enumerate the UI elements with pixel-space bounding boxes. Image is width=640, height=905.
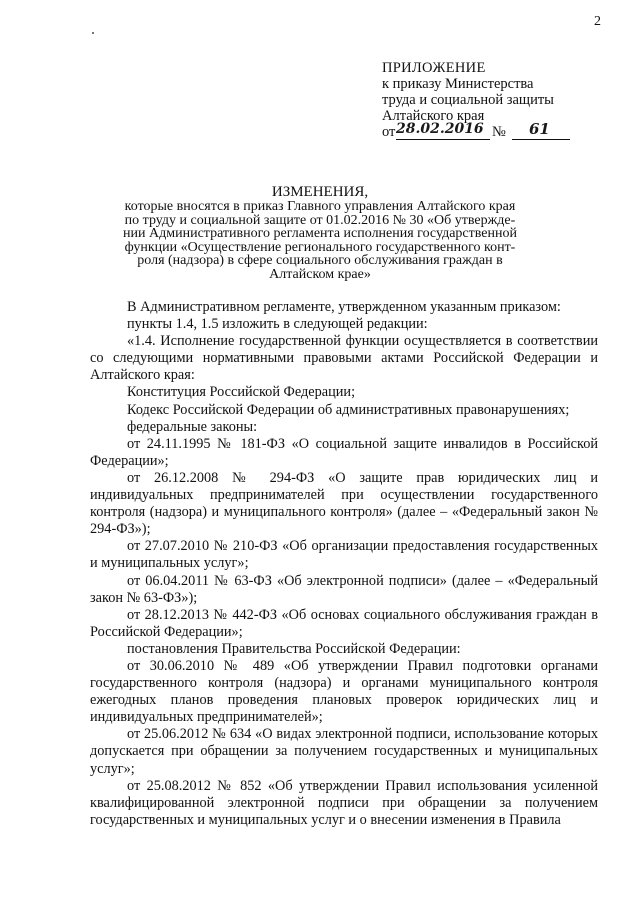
approval-date-line bbox=[382, 120, 622, 140]
subtitle-line: нии Административного регламента исполнения государственной bbox=[123, 226, 517, 242]
subtitle-line: Алтайском крае» bbox=[269, 266, 371, 282]
body-paragraph: федеральные законы: bbox=[127, 418, 258, 435]
number-underline bbox=[512, 139, 570, 140]
body-paragraph: Кодекс Российской Федерации об административных правонарушениях; bbox=[127, 401, 570, 418]
approval-line: труда и социальной защиты bbox=[382, 92, 554, 108]
document-title: ИЗМЕНЕНИЯ, bbox=[271, 184, 369, 200]
body-paragraph: постановления Правительства Российской Федерации: bbox=[127, 640, 461, 657]
body-paragraph: от 27.07.2010 № 210-ФЗ «Об организации предоставления государственных и муниципальных услуг»; bbox=[90, 538, 598, 572]
handwritten-number: 61 bbox=[529, 120, 550, 138]
body-paragraph: от 28.12.2013 № 442-ФЗ «Об основах социального обслуживания граждан в Российской Федерации»; bbox=[90, 606, 598, 640]
subtitle-line: функции «Осуществление регионального государственного конт- bbox=[124, 239, 516, 255]
body-paragraph: пункты 1.4, 1.5 изложить в следующей редакции: bbox=[127, 316, 428, 333]
date-underline bbox=[396, 139, 490, 140]
approval-line: к приказу Министерства bbox=[382, 76, 534, 92]
subtitle-line: по труду и социальной защите от 01.02.2016 № 30 «Об утвержде- bbox=[124, 212, 516, 228]
body-paragraph: от 30.06.2010 № 489 «Об утверждении Правил подготовки органами государственного контроля (надзора) и органами муниципального контроля ежегодных планов проведения плановых проверок юридических лиц и индивидуальных предпринимателей»; bbox=[90, 657, 598, 726]
approval-title: ПРИЛОЖЕНИЕ bbox=[382, 60, 486, 76]
body-paragraph: от 26.12.2008 № 294-ФЗ «О защите прав юридических лиц и индивидуальных предпринимателей при осуществлении государственного контроля (надзора) и муниципального контроля» (далее – «Федеральный закон № 294-ФЗ»); bbox=[90, 469, 598, 538]
body-paragraph: «1.4. Исполнение государственной функции осуществляется в соответствии со следующими нормативными правовыми актами Российской Федерации и Алтайского края: bbox=[90, 333, 598, 384]
body-paragraph: В Административном регламенте, утвержденном указанным приказом: bbox=[127, 299, 561, 315]
body-paragraph: от 06.04.2011 № 63-ФЗ «Об электронной подписи» (далее – «Федеральный закон № 63-ФЗ»); bbox=[90, 572, 598, 606]
approval-line: Алтайского края bbox=[382, 108, 485, 124]
scan-speck bbox=[92, 32, 94, 34]
document-subtitle bbox=[0, 200, 640, 282]
approval-block bbox=[382, 60, 622, 140]
body-paragraph: от 25.08.2012 № 852 «Об утверждении Правил использования усиленной квалифицированной электронной подписи при обращении за получением государственных и муниципальных услуг и о внесении изменения в Правила bbox=[90, 777, 598, 828]
subtitle-line: которые вносятся в приказ Главного управления Алтайского края bbox=[124, 199, 516, 214]
body-paragraph: от 24.11.1995 № 181-ФЗ «О социальной защите инвалидов в Российской Федерации»; bbox=[90, 435, 598, 469]
page-number: 2 bbox=[594, 14, 601, 29]
document-body bbox=[90, 299, 598, 829]
number-sign: № bbox=[492, 124, 506, 140]
body-paragraph: Конституция Российской Федерации; bbox=[127, 384, 356, 401]
subtitle-line: роля (надзора) в сфере социального обслуживания граждан в bbox=[137, 253, 503, 269]
body-paragraph: от 25.06.2012 № 634 «О видах электронной подписи, использование которых допускается при обращении за получением государственных и муниципальных услуг»; bbox=[90, 726, 598, 777]
date-prefix: от bbox=[382, 124, 396, 140]
handwritten-date: 28.02.2016 bbox=[396, 121, 484, 137]
